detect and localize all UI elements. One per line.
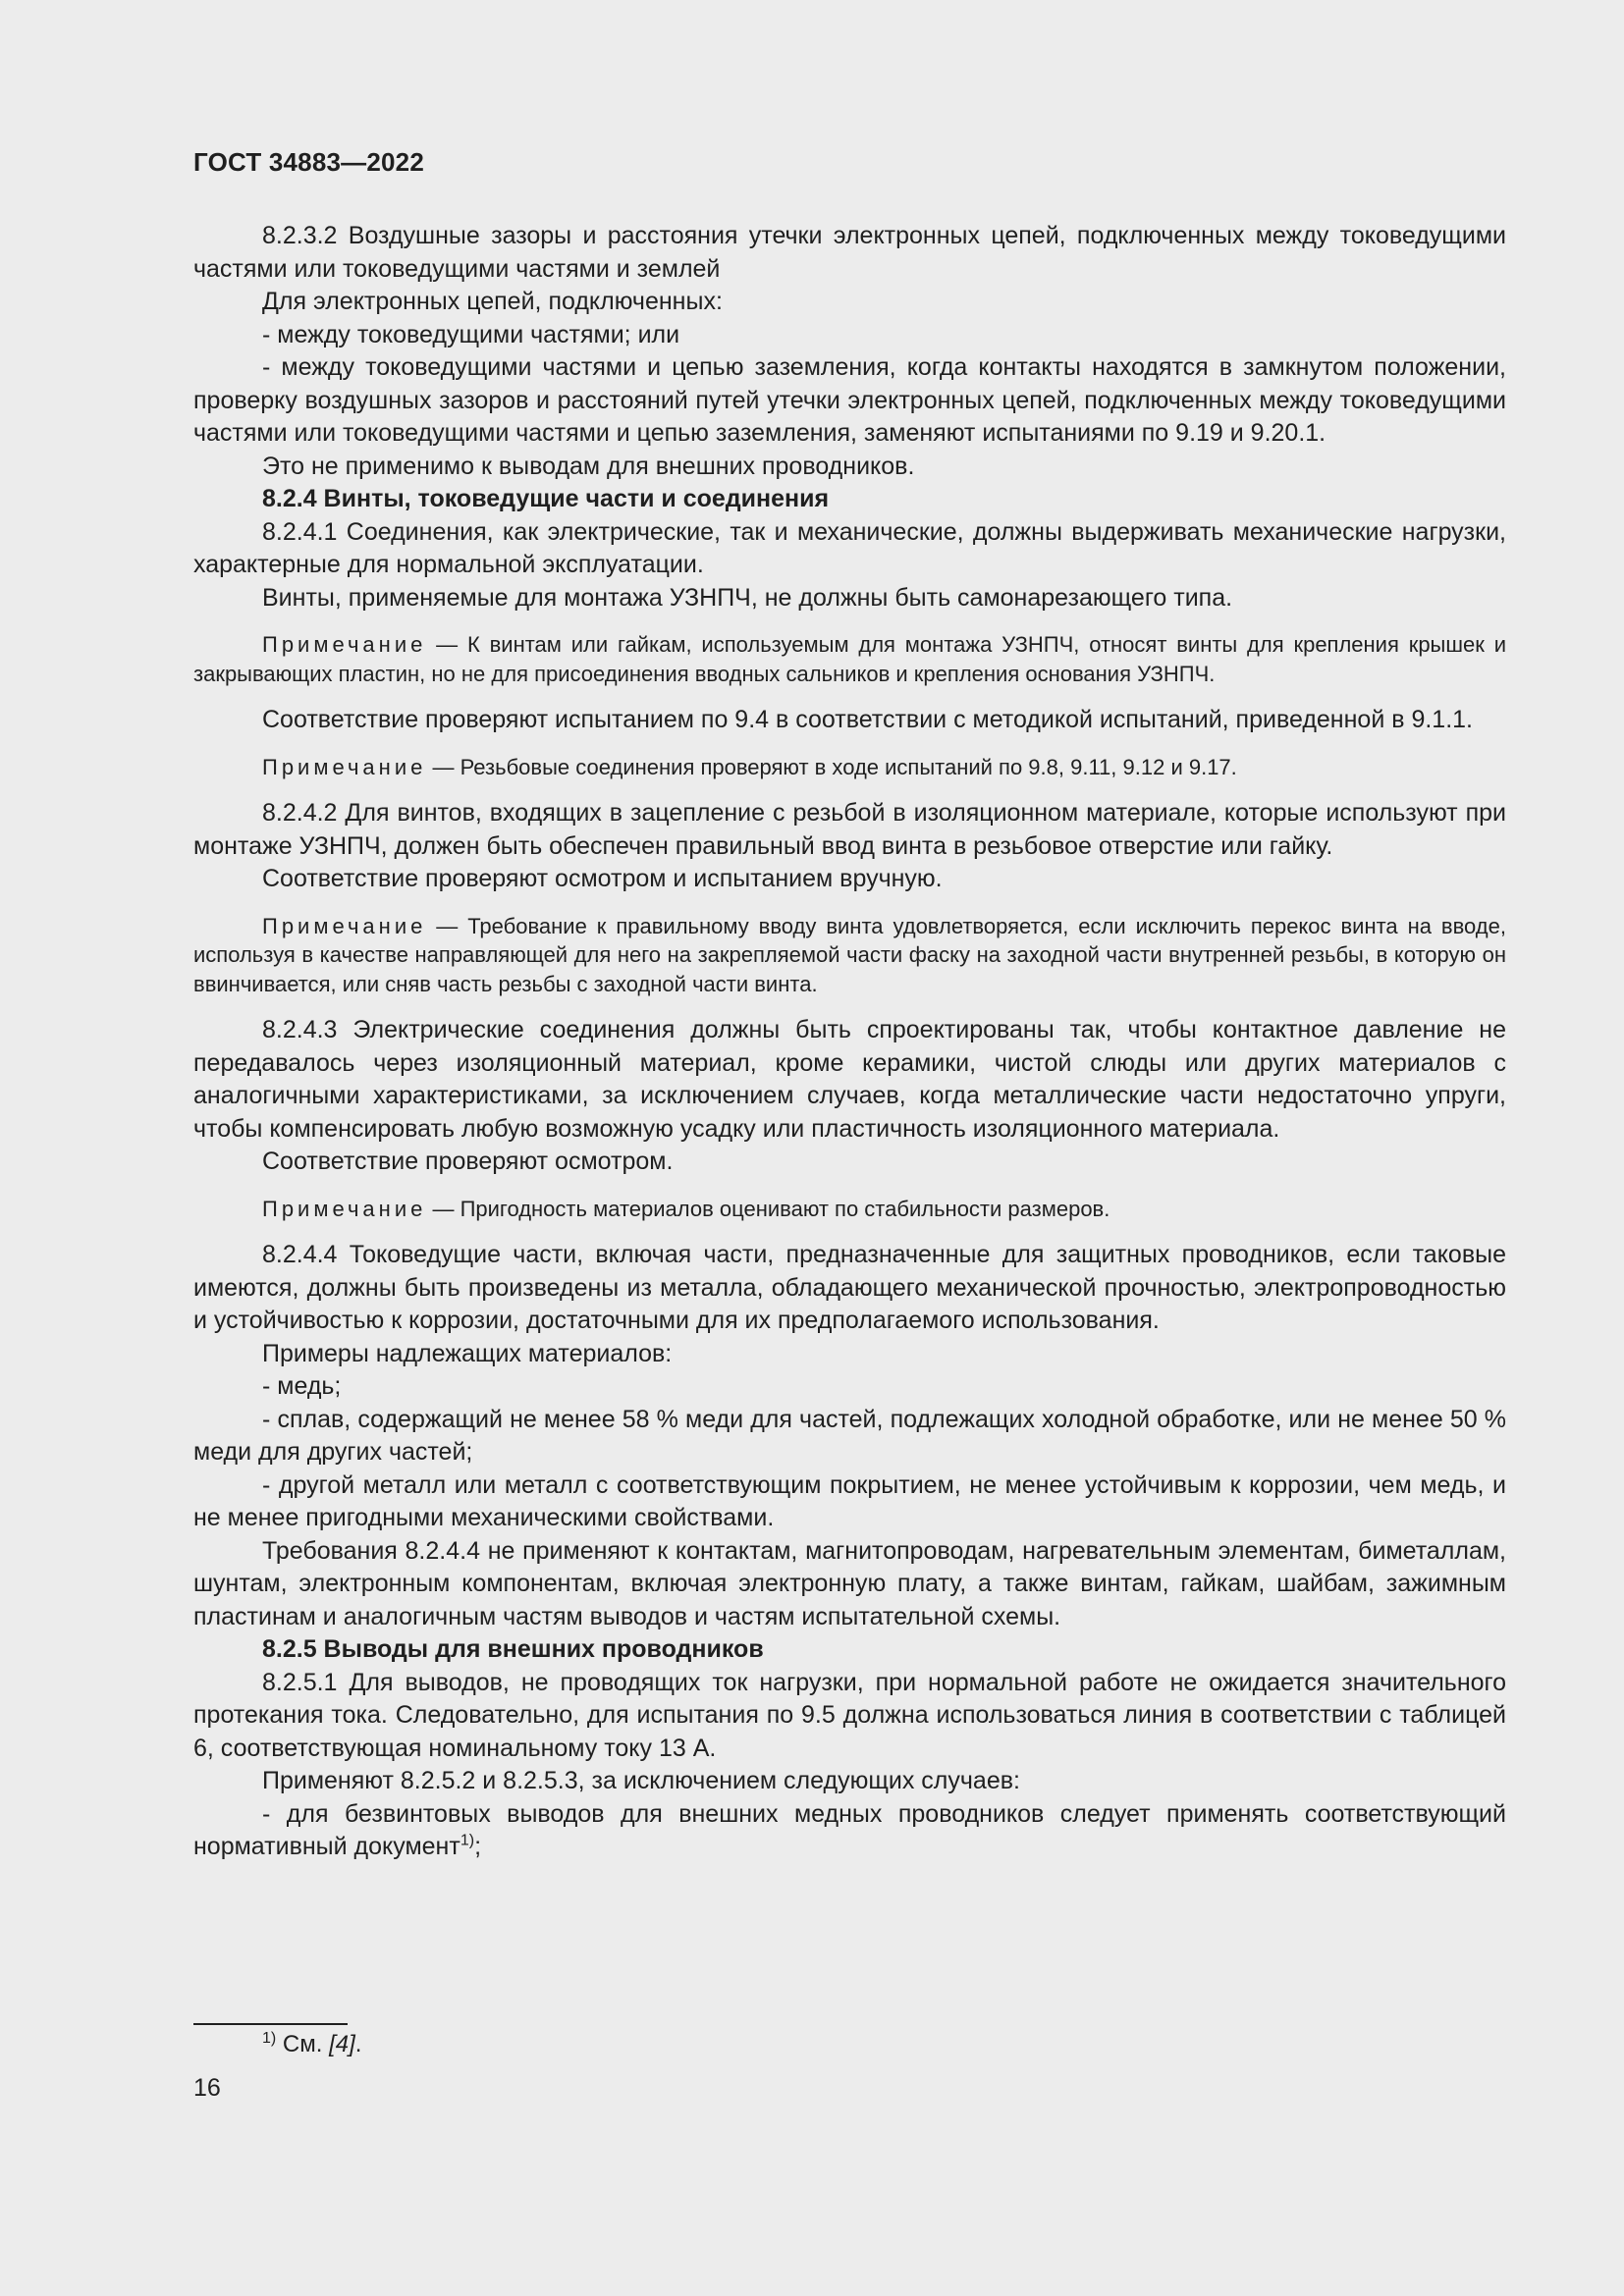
paragraph: Требования 8.2.4.4 не применяют к контактам, магнитопроводам, нагревательным элементам, биметаллам, шунтам, электронным компонентам, включая электронную плату, а также винтам, гайкам, шайбам, зажимным пластинам и аналогичным частям выводов и частям испытательной схемы. [193, 1536, 1506, 1630]
note-text: — К винтам или гайкам, используемым для монтажа УЗНПЧ, относят винты для крепления крышек и закрывающих пластин, но не для присоединения вводных сальников и крепления основания УЗНПЧ. [193, 632, 1506, 686]
note [193, 630, 1506, 688]
footnote-ref[interactable]: [4] [329, 2031, 355, 2057]
paragraph: Соответствие проверяют осмотром. [262, 1148, 674, 1175]
footnote-marker: 1) [262, 2030, 277, 2047]
paragraph: Винты, применяемые для монтажа УЗНПЧ, не должны быть самонарезающего типа. [262, 583, 1233, 612]
list-item: - медь; [262, 1372, 342, 1400]
document-body [193, 220, 1506, 1864]
footnote-reference[interactable]: 1) [460, 1832, 475, 1849]
list-item: - другой металл или металл с соответствующим покрытием, не менее устойчивым к коррозии, чем медь, и не менее пригодными механическими свойствами. [193, 1470, 1506, 1531]
note-label: Примечание [262, 1196, 427, 1221]
paragraph: Соответствие проверяют осмотром и испытанием вручную. [262, 865, 943, 892]
paragraph: 8.2.4.3 Электрические соединения должны быть спроектированы так, чтобы контактное давление не передавалось через изоляционный материал, кроме керамики, чистой слюды или других материалов с аналогичными характеристиками, за исключением случаев, когда металлические части недостаточно упруги, чтобы компенсировать любую возможную усадку или пластичность изоляционного материала. [193, 1016, 1506, 1143]
footnote-text: См. [276, 2031, 330, 2057]
paragraph: 8.2.4.2 Для винтов, входящих в зацепление с резьбой в изоляционном материале, которые используют при монтаже УЗНПЧ, должен быть обеспечен правильный ввод винта в резьбовое отверстие или гайку. [193, 799, 1506, 860]
list-item: - между токоведущими частями; или [262, 320, 680, 348]
document-header: ГОСТ 34883—2022 [193, 147, 424, 177]
list-item: - между токоведущими частями и цепью заземления, когда контакты находятся в замкнутом положении, проверку воздушных зазоров и расстояний путей утечки электронных цепей, подключенных между токоведущими частями или токоведущими частями и цепью заземления, заменяют испытаниями по 9.19 и 9.20.1. [193, 353, 1506, 447]
footnote-separator [193, 2023, 348, 2025]
paragraph: 8.2.5.1 Для выводов, не проводящих ток нагрузки, при нормальной работе не ожидается значительного протекания тока. Следовательно, для испытания по 9.5 должна использоваться линия в соответствии с таблицей 6, соответствующая номинальному току 13 А. [193, 1668, 1506, 1762]
paragraph: Применяют 8.2.5.2 и 8.2.5.3, за исключением следующих случаев: [262, 1767, 1020, 1794]
paragraph: 8.2.4.1 Соединения, как электрические, так и механические, должны выдерживать механические нагрузки, характерные для нормальной эксплуатации. [193, 517, 1506, 578]
paragraph: Для электронных цепей, подключенных: [262, 288, 723, 315]
note-label: Примечание [262, 754, 427, 779]
page-number: 16 [193, 2074, 221, 2102]
note-text: — Пригодность материалов оценивают по стабильности размеров. [426, 1196, 1110, 1221]
paragraph: Примеры надлежащих материалов: [262, 1339, 673, 1367]
paragraph: Соответствие проверяют испытанием по 9.4 в соответствии с методикой испытаний, приведенной в 9.1.1. [262, 706, 1474, 733]
list-item [193, 1798, 1506, 1864]
section-heading-824: 8.2.4 Винты, токоведущие части и соединения [262, 485, 830, 512]
list-item-end: ; [474, 1833, 482, 1860]
list-item-text: - для безвинтовых выводов для внешних медных проводников следует применять соответствующий нормативный документ [193, 1799, 1506, 1860]
note [193, 1195, 1506, 1224]
note-label: Примечание [262, 913, 427, 938]
section-heading-825: 8.2.5 Выводы для внешних проводников [262, 1635, 764, 1663]
note-text: — Резьбовые соединения проверяют в ходе испытаний по 9.8, 9.11, 9.12 и 9.17. [426, 754, 1237, 779]
paragraph: Это не применимо к выводам для внешних проводников. [262, 452, 915, 480]
paragraph: 8.2.3.2 Воздушные зазоры и расстояния утечки электронных цепей, подключенных между токоведущими частями или токоведущими частями и землей [193, 222, 1506, 283]
footnote-end: . [354, 2031, 362, 2057]
note-label: Примечание [262, 632, 427, 657]
note [193, 753, 1506, 782]
note [193, 912, 1506, 999]
list-item: - сплав, содержащий не менее 58 % меди для частей, подлежащих холодной обработке, или не менее 50 % меди для других частей; [193, 1405, 1506, 1466]
paragraph: 8.2.4.4 Токоведущие части, включая части, предназначенные для защитных проводников, если таковые имеются, должны быть произведены из металла, обладающего механической прочностью, электропроводностью и устойчивостью к коррозии, достаточными для их предполагаемого использования. [193, 1241, 1506, 1334]
footnote [262, 2031, 361, 2058]
note-text: — Требование к правильному вводу винта удовлетворяется, если исключить перекос винта на вводе, используя в качестве направляющей для него на закрепляемой части фаску на заходной части внутренней резьбы, в которую он ввинчивается, или сняв часть резьбы с заходной части винта. [193, 913, 1506, 996]
